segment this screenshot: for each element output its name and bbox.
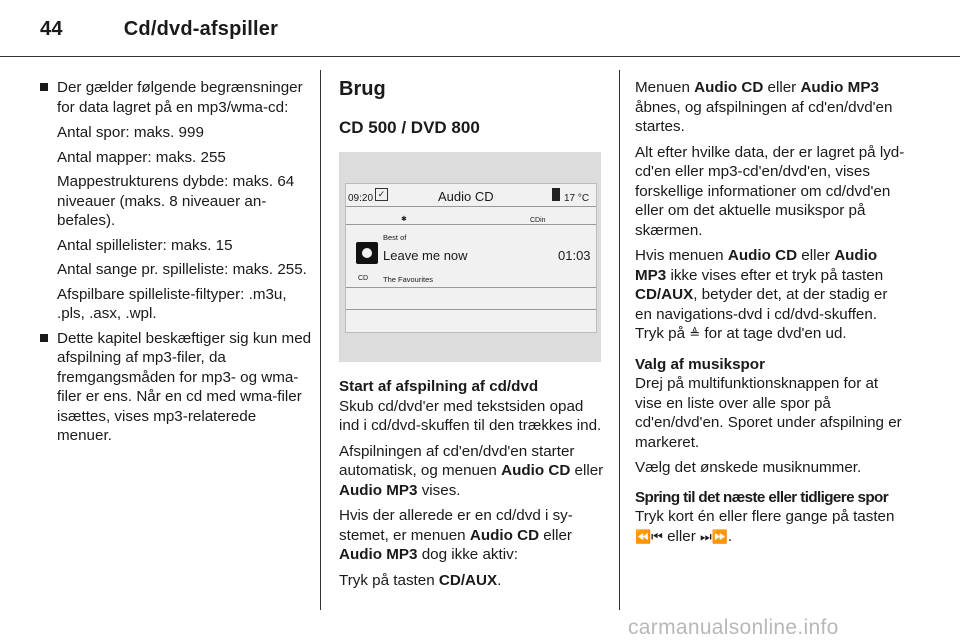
column-3 xyxy=(635,78,907,553)
screen-title: Audio CD xyxy=(438,189,494,204)
bullet-item xyxy=(40,78,312,324)
empty-row xyxy=(346,288,596,310)
bullet-text: Dette kapitel beskæftiger sig kun med afspilning af mp3-filer, da fremgangsmåden for mp3- og wma-filer er ens. Når en cd med wma-filer isættes, vises mp3-relaterede menuer. xyxy=(57,329,312,444)
bullet-item xyxy=(40,329,312,446)
paragraph: Tryk på tasten CD/AUX. xyxy=(339,571,502,589)
info-bar xyxy=(346,207,596,225)
eject-icon: ≜ xyxy=(689,327,701,342)
cd-label: CD xyxy=(358,275,369,282)
limit-item: Antal sange pr. spilleliste: maks. 255. xyxy=(57,261,307,278)
temperature: 17 °C xyxy=(564,193,590,204)
clock: 09:20 xyxy=(348,193,374,204)
album-name: Best of xyxy=(383,233,407,242)
watermark: carmanualsonline.info xyxy=(628,616,839,639)
page-header xyxy=(40,18,278,41)
now-playing xyxy=(346,225,596,288)
artist-name: The Favourites xyxy=(383,275,434,284)
paragraph: Alt efter hvilke data, der er lagret på lyd-cd'en eller mp3-cd'en/dvd'en, vises forskellige informationer om cd/dvd'en eller om det aktuelle musikspor på skærmen. xyxy=(635,143,905,239)
paragraph: Skub cd/dvd'er med tekstsiden opad ind i cd/dvd-skuffen til den trækkes ind. xyxy=(339,397,602,434)
next-track-icon: ⏭⏩ xyxy=(700,529,728,545)
paragraph: Vælg det ønskede musiknummer. xyxy=(635,459,862,476)
header-rule xyxy=(0,56,960,57)
cdin-indicator: CDin xyxy=(530,217,546,224)
bullet-square xyxy=(40,334,48,342)
model-subheading: CD 500 / DVD 800 xyxy=(339,118,480,137)
checkbox-icon: ✓ xyxy=(375,188,388,201)
track-title: Leave me now xyxy=(383,248,468,263)
paragraph: Afspilningen af cd'en/dvd'en starter automatisk, og menuen Audio CD eller Audio MP3 vises. xyxy=(339,442,604,499)
limits-list xyxy=(57,123,312,324)
paragraph: Hvis der allerede er en cd/dvd i systemet, er menuen Audio CD eller Audio MP3 dog ikke aktiv: xyxy=(339,507,573,563)
bluetooth-icon: ✱ xyxy=(401,216,407,223)
cd-icon xyxy=(356,242,378,264)
limit-item: Afspilbare spilleliste-filtyper: .m3u, .pls, .asx, .wpl. xyxy=(57,285,287,322)
limit-item: Mappestrukturens dybde: maks. 64 niveauer (maks. 8 niveauer anbefales). xyxy=(57,173,295,229)
section-heading: Brug xyxy=(339,78,386,100)
section-title: Start af afspilning af cd/dvd xyxy=(339,378,539,395)
display-illustration xyxy=(339,152,601,362)
paragraph: Tryk kort én eller flere gange på tasten ⏪⏮ eller ⏭⏩. xyxy=(635,508,895,545)
section-title: Valg af musikspor xyxy=(635,355,765,373)
previous-track-icon: ⏪⏮ xyxy=(635,529,663,545)
column-divider xyxy=(320,70,321,610)
limit-item: Antal spor: maks. 999 xyxy=(57,124,204,141)
column-2 xyxy=(339,78,605,596)
paragraph: Drej på multifunktionsknappen for at vise en liste over alle spor på cd'en/dvd'en. Sporet under afspilning er markeret. xyxy=(635,375,902,451)
page-number: 44 xyxy=(40,18,63,40)
column-1 xyxy=(40,78,312,449)
section-title: Spring til det næste eller tidligere spor xyxy=(635,488,889,506)
paragraph: Hvis menuen Audio CD eller Audio MP3 ikke vises efter et tryk på tasten CD/AUX, betyder det, at der stadig er en navigations-dvd i cd/dvd-skuffen. Tryk på ≜ for at tage dvd'en ud. xyxy=(635,247,888,342)
bullet-text: Der gælder følgende begrænsninger for data lagret på en mp3/wma-cd: xyxy=(57,79,303,116)
column-divider xyxy=(619,70,620,610)
page-title: Cd/dvd-afspiller xyxy=(123,18,279,40)
status-bar xyxy=(346,184,596,207)
limit-item: Antal mapper: maks. 255 xyxy=(57,148,226,166)
paragraph: Menuen Audio CD eller Audio MP3 åbnes, og afspilningen af cd'en/dvd'en startes. xyxy=(635,79,893,135)
display-screen xyxy=(345,183,597,333)
limit-item: Antal spillelister: maks. 15 xyxy=(57,236,233,254)
track-time: 01:03 xyxy=(558,248,591,263)
bullet-square xyxy=(40,83,48,91)
thermometer-icon xyxy=(552,188,560,201)
